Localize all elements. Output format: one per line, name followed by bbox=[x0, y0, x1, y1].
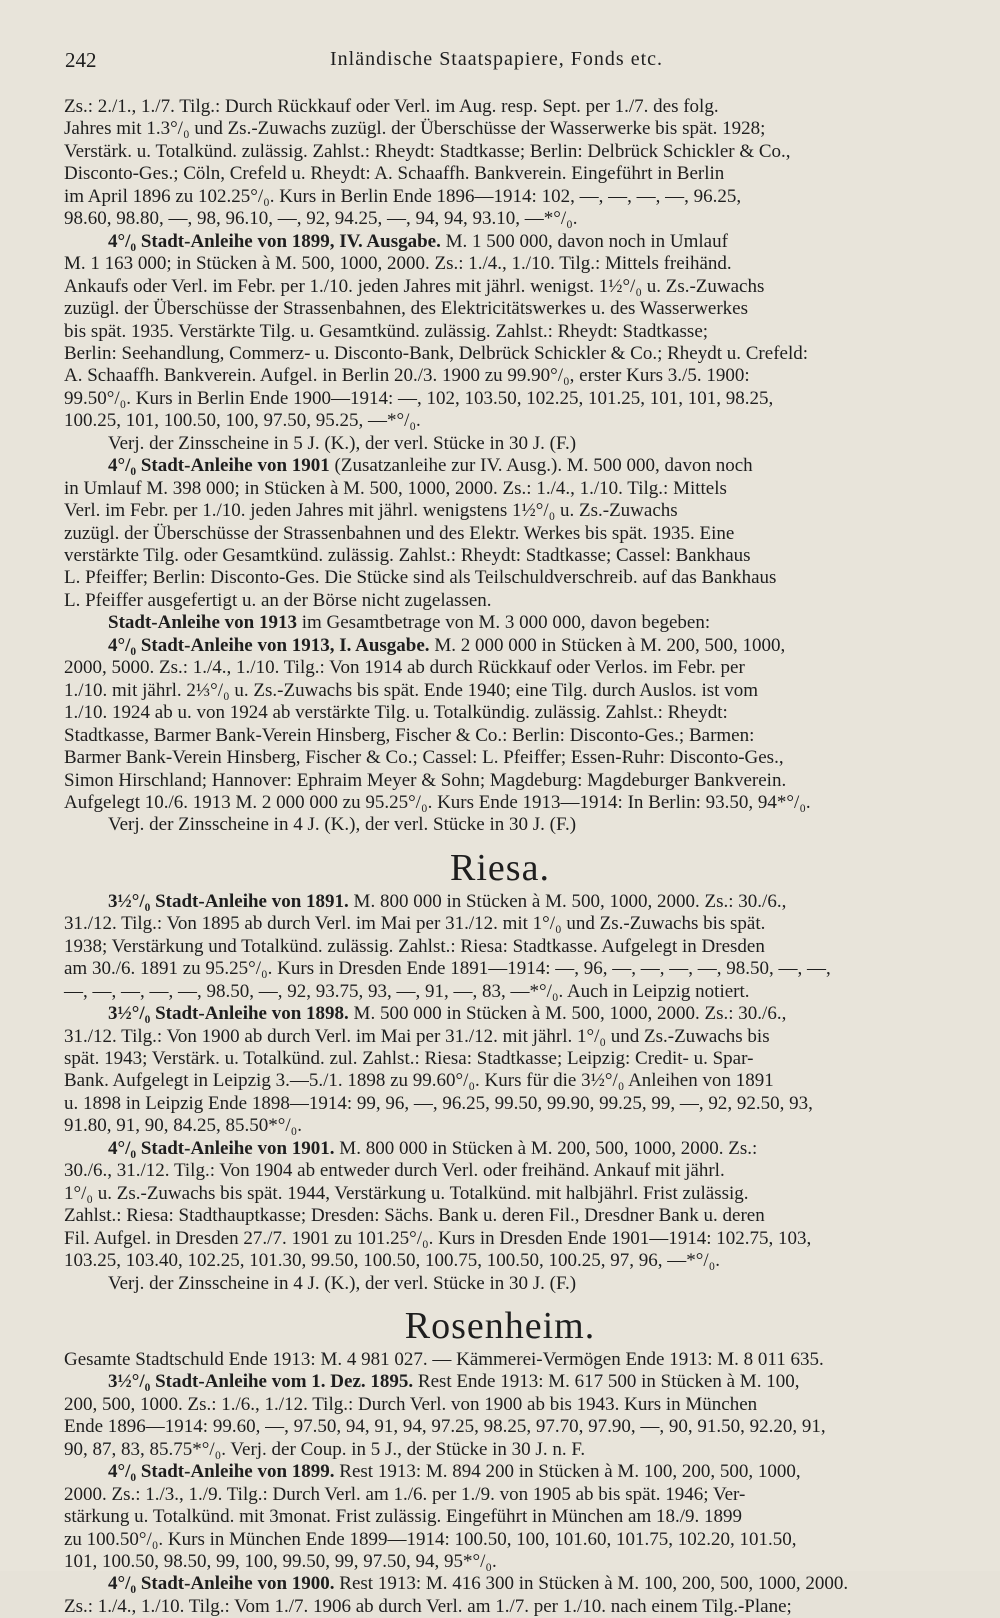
line-text: verstärkte Tilg. oder Gesamtkünd. zulässig. Zahlst.: Rheydt: Stadtkasse; Cassel: Bankhaus bbox=[64, 545, 751, 566]
line-text: Verl. im Febr. per 1./10. jeden Jahres mit jährl. wenigstens 1½°/₀ u. Zs.-Zuwachs bbox=[64, 500, 678, 522]
line-text: M. 2 000 000 in Stücken à M. 200, 500, 1000, bbox=[434, 634, 786, 656]
text-line bbox=[64, 981, 750, 1003]
section-heading: Riesa. bbox=[450, 846, 550, 889]
line-text: Aufgelegt 10./6. 1913 M. 2 000 000 zu 95.25°/₀. Kurs Ende 1913—1914: In Berlin: 93.50, 94*°/₀. bbox=[64, 791, 811, 813]
bond-title: 4°/₀ Stadt-Anleihe von 1913, I. Ausgabe. bbox=[108, 634, 430, 656]
line-text: (Zusatzanleihe zur IV. Ausg.). M. 500 000, davon noch bbox=[334, 455, 753, 477]
line-text: 103.25, 103.40, 102.25, 101.30, 99.50, 100.50, 100.75, 100.50, 100.25, 97, 96, —*°/₀. bbox=[64, 1250, 721, 1272]
text-line bbox=[64, 1070, 774, 1092]
line-text: Ankaufs oder Verl. im Febr. per 1./10. jeden Jahres mit jährl. wenigst. 1½°/₀ u. Zs.-Zuwachs bbox=[64, 275, 765, 297]
section-heading: Rosenheim. bbox=[404, 1304, 596, 1347]
text-line bbox=[64, 500, 678, 522]
text-line bbox=[64, 298, 748, 320]
bond-title: 4°/₀ Stadt-Anleihe von 1899. bbox=[108, 1461, 335, 1483]
text-line bbox=[64, 936, 765, 958]
line-text: 2000, 5000. Zs.: 1./4., 1./10. Tilg.: Von 1914 ab durch Rückkauf oder Verlos. im Febr. per bbox=[64, 657, 745, 679]
text-line bbox=[108, 1003, 786, 1025]
line-text: Zahlst.: Riesa: Stadthauptkasse; Dresden: Sächs. Bank u. deren Fil., Dresdner Bank u. deren bbox=[64, 1205, 765, 1227]
text-line bbox=[64, 1026, 770, 1048]
text-line bbox=[108, 1461, 801, 1483]
line-text: zuzügl. der Überschüsse der Strassenbahnen, des Elektricitätswerkes u. des Wasserwerkes bbox=[64, 298, 749, 320]
line-text: —, —, —, —, —, 98.50, —, 92, 93.75, 93, —, 91, —, 83, —*°/₀. Auch in Leipzig notiert. bbox=[64, 980, 750, 1002]
text-line bbox=[64, 163, 724, 185]
line-text: Verj. der Zinsscheine in 4 J. (K.), der verl. Stücke in 30 J. (F.) bbox=[108, 814, 577, 836]
text-line bbox=[64, 702, 728, 724]
line-text: u. 1898 in Leipzig Ende 1898—1914: 99, 96, —, 96.25, 99.50, 99.90, 99.25, 99, —, 92, 92.50, 93, bbox=[64, 1092, 813, 1114]
text-line bbox=[64, 958, 831, 980]
line-text: Zs.: 2./1., 1./7. Tilg.: Durch Rückkauf oder Verl. im Aug. resp. Sept. per 1./7. des folg. bbox=[64, 96, 719, 117]
line-text: 1°/₀ u. Zs.-Zuwachs bis spät. 1944, Verstärkung u. Totalkünd. mit halbjährl. Frist zulässig. bbox=[64, 1182, 749, 1204]
text-line bbox=[64, 1228, 811, 1250]
text-line bbox=[64, 1506, 742, 1528]
line-text: M. 1 163 000; in Stücken à M. 500, 1000, 2000. Zs.: 1./4., 1./10. Tilg.: Mittels freihänd. bbox=[64, 253, 732, 275]
line-text: 101, 100.50, 98.50, 99, 100, 99.50, 99, 97.50, 94, 95*°/₀. bbox=[64, 1551, 497, 1572]
line-text: 30./6., 31./12. Tilg.: Von 1904 ab entweder durch Verl. oder freihänd. Ankauf mit jährl. bbox=[64, 1160, 725, 1182]
text-line bbox=[108, 635, 785, 657]
text-line bbox=[64, 913, 765, 935]
line-text: Zs.: 1./4., 1./10. Tilg.: Vom 1./7. 1906 ab durch Verl. am 1./7. per 1./10. nach einem Tilg.-Plane; bbox=[64, 1595, 792, 1617]
bond-title: 4°/₀ Stadt-Anleihe von 1901 bbox=[108, 455, 330, 477]
text-line bbox=[64, 321, 708, 343]
text-line bbox=[64, 478, 727, 500]
text-line bbox=[64, 410, 421, 432]
line-text: M. 800 000 in Stücken à M. 200, 500, 1000, 2000. Zs.: bbox=[339, 1137, 758, 1159]
text-line bbox=[64, 1551, 497, 1573]
text-line bbox=[64, 388, 773, 410]
line-text: Verj. der Zinsscheine in 4 J. (K.), der verl. Stücke in 30 J. (F.) bbox=[108, 1272, 577, 1294]
text-line bbox=[108, 891, 786, 913]
text-line bbox=[64, 1093, 813, 1115]
line-text: am 30./6. 1891 zu 95.25°/₀. Kurs in Dresden Ende 1891—1914: —, 96, —, —, —, —, 98.50, —, —, bbox=[64, 958, 831, 980]
text-line bbox=[64, 567, 776, 589]
bond-title: Stadt-Anleihe von 1913 bbox=[108, 612, 297, 634]
text-line bbox=[64, 1394, 757, 1416]
text-line bbox=[64, 1048, 753, 1070]
text-line bbox=[64, 253, 732, 275]
bond-title: 3½°/₀ Stadt-Anleihe von 1898. bbox=[108, 1003, 349, 1025]
line-text: Disconto-Ges.; Cöln, Crefeld u. Rheydt: A. Schaaffh. Bankverein. Eingeführt in Berlin bbox=[64, 163, 725, 185]
bond-title: 4°/₀ Stadt-Anleihe von 1900. bbox=[108, 1573, 335, 1595]
text-line bbox=[64, 1183, 749, 1205]
line-text: M. 1 500 000, davon noch in Umlauf bbox=[445, 230, 728, 252]
line-text: Jahres mit 1.3°/₀ und Zs.-Zuwachs zuzügl. der Überschüsse der Wasserwerke bis spät. 1928; bbox=[64, 118, 766, 140]
line-text: 200, 500, 1000. Zs.: 1./6., 1./12. Tilg.: Durch Verl. von 1900 ab bis 1943. Kurs in München bbox=[64, 1393, 758, 1415]
line-text: im April 1896 zu 102.25°/₀. Kurs in Berlin Ende 1896—1914: 102, —, —, —, —, 96.25, bbox=[64, 185, 742, 207]
line-text: 1./10. mit jährl. 2⅓°/₀ u. Zs.-Zuwachs bis spät. Ende 1940; eine Tilg. durch Auslos. ist vom bbox=[64, 679, 758, 701]
text-line bbox=[64, 276, 764, 298]
line-text: Stadtkasse, Barmer Bank-Verein Hinsberg, Fischer & Co.: Berlin: Disconto-Ges.; Barmen: bbox=[64, 724, 755, 746]
text-line bbox=[64, 343, 808, 365]
bond-title: 3½°/₀ Stadt-Anleihe von 1891. bbox=[108, 890, 349, 912]
line-text: Ende 1896—1914: 99.60, —, 97.50, 94, 91, 94, 97.25, 98.25, 97.70, 97.90, —, 90, 91.50, 92.20, 91, bbox=[64, 1416, 826, 1438]
line-text: Verj. der Zinsscheine in 5 J. (K.), der verl. Stücke in 30 J. (F.) bbox=[108, 432, 577, 454]
line-text: M. 500 000 in Stücken à M. 500, 1000, 2000. Zs.: 30./6., bbox=[353, 1003, 787, 1025]
text-line bbox=[108, 1573, 848, 1595]
line-text: in Umlauf M. 398 000; in Stücken à M. 500, 1000, 2000. Zs.: 1./4., 1./10. Tilg.: Mittels bbox=[64, 477, 727, 499]
text-line bbox=[108, 433, 576, 455]
line-text: Gesamte Stadtschuld Ende 1913: M. 4 981 027. — Kämmerei-Vermögen Ende 1913: M. 8 011 635. bbox=[64, 1348, 824, 1370]
line-text: Bank. Aufgelegt in Leipzig 3.—5./1. 1898 zu 99.60°/₀. Kurs für die 3½°/₀ Anleihen von 1891 bbox=[64, 1070, 774, 1092]
text-line bbox=[64, 141, 791, 163]
line-text: Barmer Bank-Verein Hinsberg, Fischer & Co.; Cassel: L. Pfeiffer; Essen-Ruhr: Disconto-Ges., bbox=[64, 747, 784, 769]
line-text: stärkung u. Totalkünd. mit 3monat. Frist zulässig. Eingeführt in München am 18./9. 1899 bbox=[64, 1506, 743, 1528]
text-line bbox=[108, 231, 728, 253]
text-line bbox=[64, 792, 811, 814]
text-line bbox=[64, 365, 750, 387]
text-line bbox=[64, 1160, 725, 1182]
text-line bbox=[64, 1484, 745, 1506]
line-text: bis spät. 1935. Verstärkte Tilg. u. Gesamtkünd. zulässig. Zahlst.: Rheydt: Stadtkasse; bbox=[64, 320, 709, 342]
text-line bbox=[64, 186, 741, 208]
line-text: 90, 87, 83, 85.75*°/₀. Verj. der Coup. in 5 J., der Stücke in 30 J. n. F. bbox=[64, 1438, 586, 1460]
text-line bbox=[108, 455, 753, 477]
line-text: 91.80, 91, 90, 84.25, 85.50*°/₀. bbox=[64, 1115, 303, 1137]
text-line bbox=[64, 545, 751, 567]
text-line bbox=[64, 1349, 824, 1371]
line-text: Verstärk. u. Totalkünd. zulässig. Zahlst.: Rheydt: Stadtkasse; Berlin: Delbrück Schickler & Co., bbox=[64, 140, 791, 162]
line-text: M. 800 000 in Stücken à M. 500, 1000, 2000. Zs.: 30./6., bbox=[353, 890, 787, 912]
text-line bbox=[64, 118, 765, 140]
line-text: Fil. Aufgel. in Dresden 27./7. 1901 zu 101.25°/₀. Kurs in Dresden Ende 1901—1914: 102.75, 103, bbox=[64, 1227, 812, 1249]
line-text: Rest 1913: M. 894 200 in Stücken à M. 100, 200, 500, 1000, bbox=[339, 1461, 801, 1483]
text-line bbox=[108, 1138, 757, 1160]
text-line bbox=[64, 590, 492, 612]
text-line bbox=[64, 96, 719, 118]
text-line bbox=[64, 657, 745, 679]
line-text: L. Pfeiffer ausgefertigt u. an der Börse nicht zugelassen. bbox=[64, 589, 492, 611]
text-line bbox=[64, 208, 578, 230]
running-header: Inländische Staatspapiere, Fonds etc. bbox=[330, 48, 664, 70]
line-text: 99.50°/₀. Kurs in Berlin Ende 1900—1914: —, 102, 103.50, 102.25, 101.25, 101, 101, 98.25, bbox=[64, 387, 774, 409]
text-line bbox=[108, 814, 576, 836]
text-line bbox=[64, 747, 784, 769]
text-line bbox=[64, 725, 754, 747]
line-text: zuzügl. der Überschüsse der Strassenbahnen und des Elektr. Werkes bis spät. 1935. Eine bbox=[64, 522, 735, 544]
text-line bbox=[64, 1416, 826, 1438]
line-text: 31./12. Tilg.: Von 1900 ab durch Verl. im Mai per 31./12. mit jährl. 1°/₀ und Zs.-Zuwachs bis bbox=[64, 1025, 770, 1047]
line-text: 1./10. 1924 ab u. von 1924 ab verstärkte Tilg. u. Totalkündig. zulässig. Zahlst.: Rheydt: bbox=[64, 702, 728, 724]
text-line bbox=[64, 1529, 796, 1551]
bond-title: 4°/₀ Stadt-Anleihe von 1899, IV. Ausgabe. bbox=[108, 230, 441, 252]
text-line bbox=[64, 1250, 720, 1272]
line-text: L. Pfeiffer; Berlin: Disconto-Ges. Die Stücke sind als Teilschuldverschreib. auf das Bankhaus bbox=[64, 567, 777, 589]
line-text: zu 100.50°/₀. Kurs in München Ende 1899—1914: 100.50, 100, 101.60, 101.75, 102.20, 101.50, bbox=[64, 1528, 797, 1550]
text-line bbox=[64, 1439, 585, 1461]
line-text: spät. 1943; Verstärk. u. Totalkünd. zul. Zahlst.: Riesa: Stadtkasse; Leipzig: Credit- u. Spar- bbox=[64, 1048, 754, 1069]
line-text: Rest 1913: M. 416 300 in Stücken à M. 100, 200, 500, 1000, 2000. bbox=[339, 1573, 849, 1595]
text-line bbox=[64, 523, 734, 545]
text-line bbox=[64, 770, 786, 792]
text-line bbox=[108, 1371, 799, 1393]
line-text: A. Schaaffh. Bankverein. Aufgel. in Berlin 20./3. 1900 zu 99.90°/₀, erster Kurs 3./5. 1900: bbox=[64, 365, 750, 387]
line-text: 98.60, 98.80, —, 98, 96.10, —, 92, 94.25, —, 94, 94, 93.10, —*°/₀. bbox=[64, 208, 578, 230]
line-text: Simon Hirschland; Hannover: Ephraim Meyer & Sohn; Magdeburg: Magdeburger Bankverein. bbox=[64, 769, 787, 791]
line-text: Berlin: Seehandlung, Commerz- u. Disconto-Bank, Delbrück Schickler & Co.; Rheydt u. Crefeld: bbox=[64, 342, 809, 364]
page-number: 242 bbox=[65, 48, 97, 72]
line-text: 31./12. Tilg.: Von 1895 ab durch Verl. im Mai per 31./12. mit 1°/₀ und Zs.-Zuwachs bis spät. bbox=[64, 913, 766, 935]
line-text: 1938; Verstärkung und Totalkünd. zulässig. Zahlst.: Riesa: Stadtkasse. Aufgelegt in Dresden bbox=[64, 935, 765, 957]
text-line bbox=[64, 680, 758, 702]
text-line bbox=[64, 1596, 792, 1618]
text-line bbox=[64, 1205, 765, 1227]
bond-title: 4°/₀ Stadt-Anleihe von 1901. bbox=[108, 1137, 335, 1159]
line-text: 2000. Zs.: 1./3., 1./9. Tilg.: Durch Verl. am 1./6. per 1./9. von 1905 ab bis spät. 1946; Ver- bbox=[64, 1483, 746, 1505]
text-line bbox=[108, 1273, 576, 1295]
text-line bbox=[64, 1115, 302, 1137]
line-text: im Gesamtbetrage von M. 3 000 000, davon begeben: bbox=[301, 612, 711, 634]
text-line bbox=[108, 612, 710, 634]
bond-title: 3½°/₀ Stadt-Anleihe vom 1. Dez. 1895. bbox=[108, 1371, 414, 1393]
line-text: 100.25, 101, 100.50, 100, 97.50, 95.25, —*°/₀. bbox=[64, 410, 421, 432]
line-text: Rest Ende 1913: M. 617 500 in Stücken à M. 100, bbox=[417, 1371, 800, 1393]
